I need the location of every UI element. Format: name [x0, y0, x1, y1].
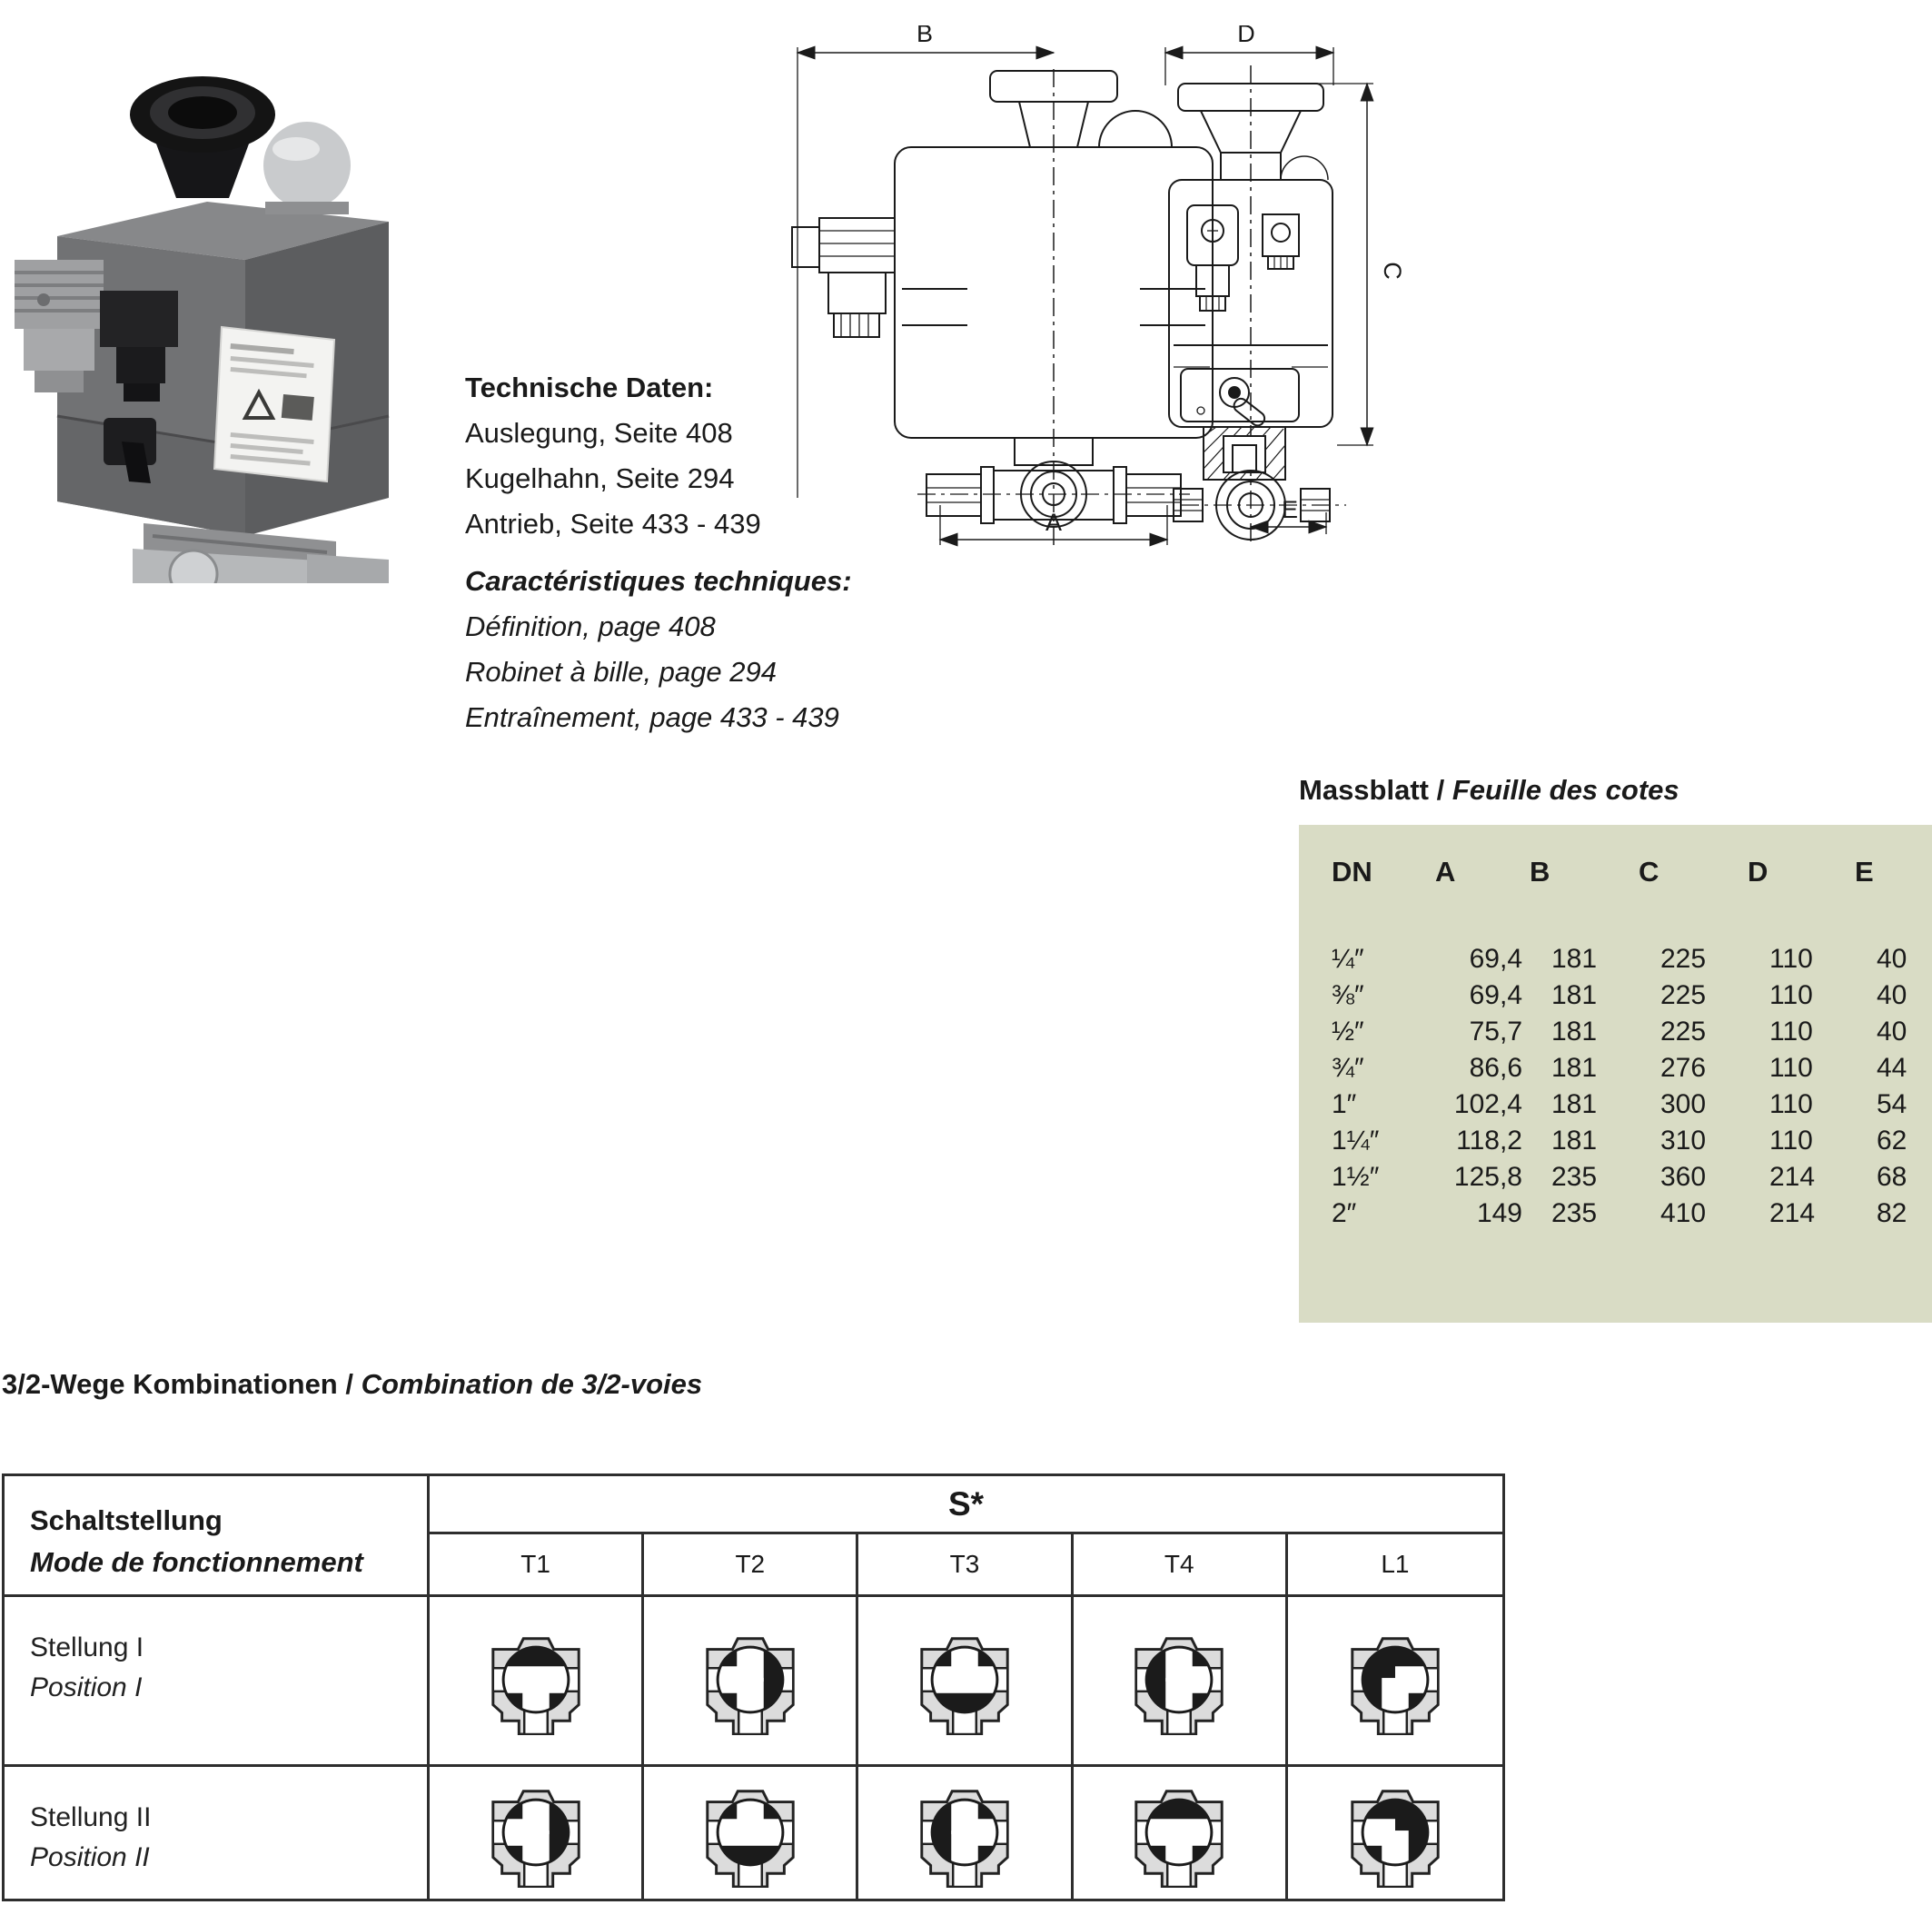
dim-col-header: E	[1855, 856, 1874, 888]
dim-cell: 118,2	[1456, 1126, 1522, 1156]
valve-flow-diagram	[697, 1779, 804, 1888]
dim-cell: 110	[1769, 980, 1813, 1010]
dim-cell: 110	[1769, 1017, 1813, 1047]
dim-cell: 235	[1551, 1162, 1598, 1192]
dim-label-a: A	[1045, 509, 1063, 536]
combinations-col-header-t3: T3	[858, 1534, 1073, 1597]
dim-cell: 110	[1769, 944, 1813, 974]
dimension-sheet-title: Massblatt / Feuille des cotes	[1299, 774, 1679, 806]
technical-data-de	[465, 365, 761, 547]
tech-fr-line: Définition, page 408	[465, 610, 716, 642]
dim-table-header	[1299, 825, 1932, 890]
valve-flow-diagram	[911, 1779, 1018, 1888]
row-label-de: Stellung II	[30, 1802, 152, 1832]
tech-fr-title: Caractéristiques techniques:	[465, 565, 852, 597]
valve-flow-diagram	[697, 1626, 804, 1735]
dim-cell: 1½″	[1332, 1162, 1380, 1192]
dim-cell: 181	[1551, 980, 1598, 1010]
dim-cell: 181	[1551, 1017, 1598, 1047]
dimension-drawings	[781, 25, 1408, 560]
combinations-valve-cell	[644, 1767, 858, 1899]
combinations-row-header-cell	[5, 1476, 430, 1597]
dim-label-c: C	[1379, 262, 1406, 280]
combinations-col-header-t2: T2	[644, 1534, 858, 1597]
dim-cell: 62	[1877, 1126, 1907, 1156]
row-label-fr: Position II	[30, 1842, 150, 1872]
dim-cell: 40	[1877, 1017, 1907, 1047]
dim-cell: 102,4	[1453, 1089, 1522, 1119]
front-view-drawing	[792, 25, 1213, 551]
dim-cell: ⅜″	[1332, 980, 1364, 1010]
combinations-valve-cell	[1288, 1597, 1502, 1767]
dim-cell: 181	[1551, 1126, 1598, 1156]
dim-col-header: DN	[1332, 856, 1372, 888]
dimension-sheet-panel	[1299, 825, 1932, 1323]
dim-cell: 181	[1551, 1089, 1598, 1119]
combinations-row-header-de: Schaltstellung	[30, 1504, 223, 1536]
combinations-col-header-t4: T4	[1074, 1534, 1288, 1597]
dim-col-header: B	[1530, 856, 1551, 888]
dim-col-header: A	[1435, 856, 1456, 888]
dim-cell: 2″	[1332, 1198, 1357, 1228]
dim-cell: 40	[1877, 944, 1907, 974]
dim-cell: 125,8	[1453, 1162, 1522, 1192]
dim-cell: 181	[1551, 1053, 1598, 1083]
tech-fr-line: Entraînement, page 433 - 439	[465, 701, 839, 733]
combinations-valve-cell	[1074, 1597, 1288, 1767]
tech-de-title: Technische Daten:	[465, 372, 714, 403]
combinations-col-header-t1: T1	[430, 1534, 644, 1597]
dim-cell: 75,7	[1469, 1017, 1522, 1047]
valve-flow-diagram	[1342, 1779, 1449, 1888]
combinations-valve-cell	[1288, 1767, 1502, 1899]
dim-label-d: D	[1237, 25, 1255, 47]
combinations-table	[2, 1473, 1505, 1901]
dim-cell: 410	[1660, 1198, 1707, 1228]
dim-cell: 310	[1660, 1126, 1707, 1156]
valve-flow-diagram	[482, 1779, 590, 1888]
dim-cell: 214	[1769, 1162, 1816, 1192]
tech-fr-line: Robinet à bille, page 294	[465, 656, 777, 688]
dim-cell: 300	[1660, 1089, 1707, 1119]
valve-flow-diagram	[482, 1626, 590, 1735]
dim-cell: ½″	[1332, 1017, 1364, 1047]
dim-col-header: D	[1748, 856, 1769, 888]
dim-cell: 225	[1660, 980, 1707, 1010]
valve-flow-diagram	[911, 1626, 1018, 1735]
dim-cell: 181	[1551, 944, 1598, 974]
tech-de-line: Antrieb, Seite 433 - 439	[465, 508, 761, 540]
combinations-valve-cell	[858, 1767, 1073, 1899]
combinations-valve-cell	[1074, 1767, 1288, 1899]
combinations-group-header: S*	[430, 1476, 1502, 1534]
dim-cell: 44	[1877, 1053, 1907, 1083]
dim-cell: 68	[1877, 1162, 1907, 1192]
dim-cell: 69,4	[1469, 980, 1522, 1010]
dimension-sheet-title-de: Massblatt	[1299, 774, 1429, 806]
dim-cell: 110	[1769, 1053, 1813, 1083]
tech-de-line: Kugelhahn, Seite 294	[465, 462, 735, 494]
dim-cell: 69,4	[1469, 944, 1522, 974]
tech-de-line: Auslegung, Seite 408	[465, 417, 733, 449]
dim-cell: 1¼″	[1332, 1126, 1380, 1156]
combinations-row-label	[5, 1597, 430, 1767]
combinations-title: 3/2-Wege Kombinationen / Combination de 3/2-voies	[2, 1368, 703, 1400]
dim-cell: 82	[1877, 1198, 1907, 1228]
dimension-sheet-title-fr: Feuille des cotes	[1451, 774, 1679, 806]
combinations-title-de: 3/2-Wege Kombinationen	[2, 1368, 338, 1400]
dim-cell: 360	[1660, 1162, 1707, 1192]
combinations-row-label	[5, 1767, 430, 1899]
combinations-valve-cell	[858, 1597, 1073, 1767]
technical-data-fr	[465, 559, 852, 740]
dim-cell: ¼″	[1332, 944, 1364, 974]
dim-cell: 86,6	[1469, 1053, 1522, 1083]
valve-flow-diagram	[1125, 1779, 1233, 1888]
dim-table-body	[1299, 890, 1932, 1232]
dim-cell: 225	[1660, 1017, 1707, 1047]
dim-cell: 40	[1877, 980, 1907, 1010]
dim-cell: 276	[1660, 1053, 1707, 1083]
combinations-valve-cell	[430, 1597, 644, 1767]
combinations-valve-cell	[644, 1597, 858, 1767]
dim-cell: 54	[1877, 1089, 1907, 1119]
dim-col-header: C	[1639, 856, 1660, 888]
dim-cell: ¾″	[1332, 1053, 1364, 1083]
combinations-valve-cell	[430, 1767, 644, 1899]
dim-label-e: E	[1281, 496, 1299, 523]
row-label-fr: Position I	[30, 1672, 143, 1702]
side-view-drawing	[1165, 25, 1406, 547]
dim-cell: 149	[1476, 1198, 1522, 1228]
dim-cell: 235	[1551, 1198, 1598, 1228]
dim-cell: 1″	[1332, 1089, 1357, 1119]
valve-flow-diagram	[1342, 1626, 1449, 1735]
combinations-row-header-fr: Mode de fonctionnement	[30, 1546, 363, 1578]
combinations-title-fr: Combination de 3/2-voies	[361, 1368, 703, 1400]
combinations-col-header-l1: L1	[1288, 1534, 1502, 1597]
dim-cell: 110	[1769, 1126, 1813, 1156]
dim-label-b: B	[916, 25, 934, 47]
product-photo	[7, 27, 407, 583]
valve-flow-diagram	[1125, 1626, 1233, 1735]
dim-cell: 110	[1769, 1089, 1813, 1119]
dim-cell: 225	[1660, 944, 1707, 974]
row-label-de: Stellung I	[30, 1632, 144, 1662]
dim-cell: 214	[1769, 1198, 1816, 1228]
